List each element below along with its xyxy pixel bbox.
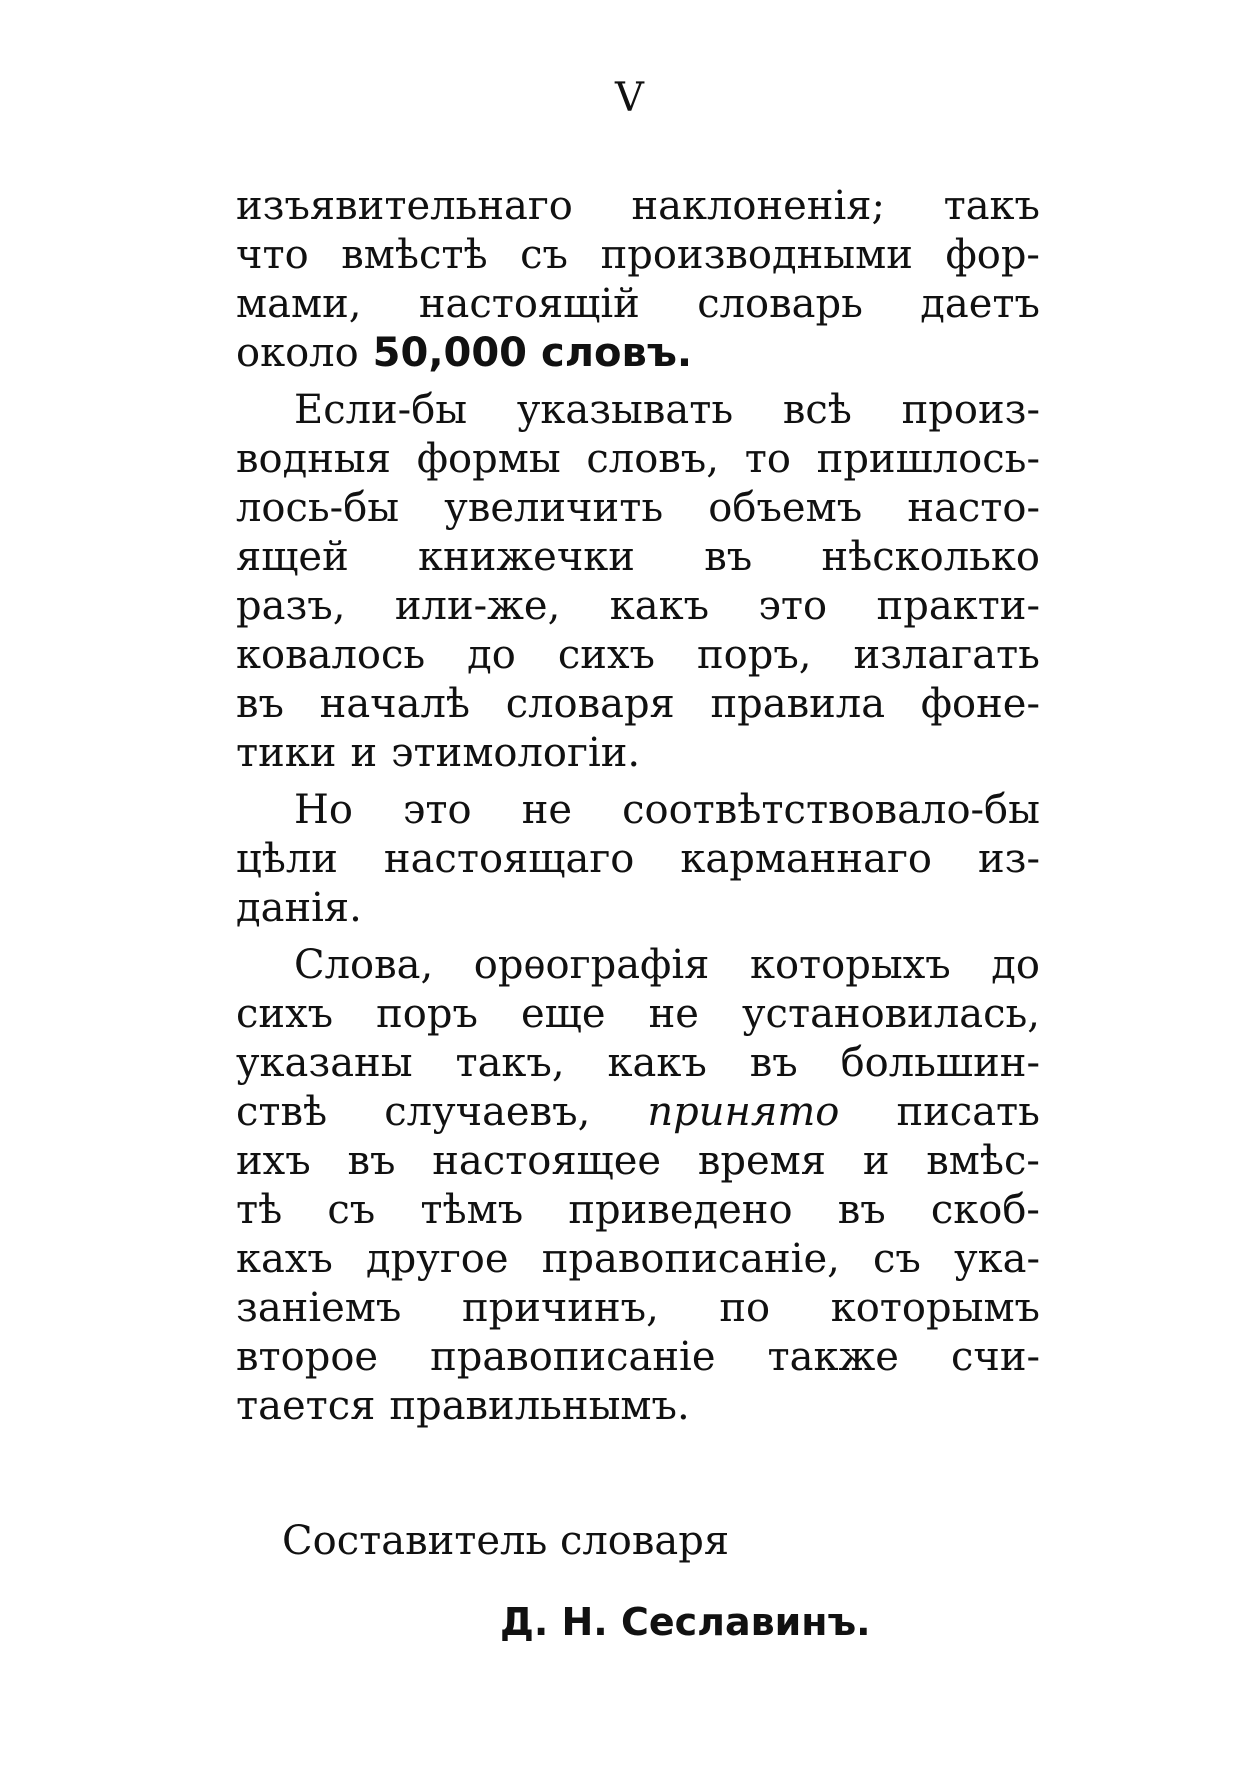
paragraph-2 <box>236 386 1040 778</box>
word: второе <box>236 1334 379 1380</box>
word: словъ, <box>586 436 719 482</box>
word: въ <box>236 681 284 727</box>
text-line <box>236 386 1040 435</box>
paragraph-4 <box>236 941 1040 1431</box>
page-number: V <box>615 75 644 121</box>
word: увеличить <box>444 485 664 531</box>
word: ихъ <box>236 1138 311 1184</box>
word: и <box>862 1138 890 1184</box>
word: до <box>467 632 516 678</box>
word: Слова, <box>294 942 434 988</box>
word: заніемъ <box>236 1285 402 1331</box>
word: съ <box>873 1236 921 1282</box>
word: разъ, <box>236 583 346 629</box>
word: въ <box>749 1040 798 1086</box>
word: такъ, <box>455 1040 565 1086</box>
text-line <box>236 231 1040 280</box>
word: фоне- <box>920 681 1040 727</box>
word: это <box>758 583 828 629</box>
word: установилась, <box>742 991 1040 1037</box>
text-line <box>236 182 1040 231</box>
word: правописаніе, <box>541 1236 840 1282</box>
word: которыхъ <box>749 942 951 988</box>
word: правильнымъ. <box>389 1383 690 1429</box>
word: въ <box>704 534 753 580</box>
signature-role: Составитель словаря <box>282 1518 730 1564</box>
word: настоящій <box>418 281 640 327</box>
word: пришлось- <box>816 436 1040 482</box>
word: излагать <box>853 632 1040 678</box>
text-line <box>236 1088 1040 1137</box>
word: поръ <box>376 991 478 1037</box>
word: кахъ <box>236 1236 333 1282</box>
word: тается <box>236 1383 376 1429</box>
word: не <box>648 991 699 1037</box>
word: тѣмъ <box>420 1187 524 1233</box>
word: указывать <box>516 387 734 433</box>
word: такъ <box>943 183 1040 229</box>
word: сихъ <box>557 632 655 678</box>
word: словъ. <box>541 330 693 376</box>
word: большин- <box>840 1040 1040 1086</box>
word: причинъ, <box>461 1285 659 1331</box>
word: цѣли <box>236 836 338 882</box>
word: какъ <box>607 1040 707 1086</box>
text-line <box>236 1039 1040 1088</box>
word: ящей <box>236 534 349 580</box>
word: по <box>719 1285 771 1331</box>
word: производными <box>600 232 913 278</box>
signature-name: Д. Н. Сеславинъ. <box>500 1600 871 1644</box>
text-line <box>236 786 1040 835</box>
text-line <box>236 631 1040 680</box>
word: насто- <box>907 485 1040 531</box>
paragraph-3 <box>236 786 1040 933</box>
word: то <box>744 436 791 482</box>
word: ука- <box>954 1236 1040 1282</box>
word: поръ, <box>696 632 812 678</box>
word: словаря <box>505 681 675 727</box>
word: началѣ <box>319 681 470 727</box>
word: случаевъ, <box>384 1089 591 1135</box>
word: время <box>697 1138 827 1184</box>
word: фор- <box>945 232 1040 278</box>
word: из- <box>977 836 1040 882</box>
word: скоб- <box>930 1187 1040 1233</box>
text-line <box>236 680 1040 729</box>
word: до <box>991 942 1040 988</box>
word: другое <box>366 1236 509 1282</box>
word: ствѣ <box>236 1089 328 1135</box>
word: и <box>350 730 378 776</box>
word: счи- <box>950 1334 1040 1380</box>
word: что <box>236 232 309 278</box>
word: изъявительнаго <box>236 183 573 229</box>
text-line <box>236 329 1040 378</box>
word: словарь <box>697 281 863 327</box>
text-line <box>236 582 1040 631</box>
text-line <box>236 1382 1040 1431</box>
word: или-же, <box>394 583 561 629</box>
word: книжечки <box>418 534 635 580</box>
text-line <box>236 941 1040 990</box>
word: наклоненія; <box>631 183 885 229</box>
word: карманнаго <box>680 836 932 882</box>
word: писать <box>896 1089 1040 1135</box>
word: Но <box>294 787 353 833</box>
text-line <box>236 1235 1040 1284</box>
word: сихъ <box>236 991 334 1037</box>
text-line <box>236 729 1040 778</box>
word: практи- <box>876 583 1040 629</box>
word: всѣ <box>782 387 852 433</box>
text-line <box>236 1284 1040 1333</box>
word: данія. <box>236 885 362 931</box>
text-line <box>236 835 1040 884</box>
word: орѳографія <box>473 942 710 988</box>
word: настоящее <box>432 1138 662 1184</box>
word: также <box>767 1334 899 1380</box>
word: тѣ <box>236 1187 283 1233</box>
word: какъ <box>609 583 710 629</box>
word: приведено <box>568 1187 793 1233</box>
text-line <box>236 435 1040 484</box>
body-text <box>236 182 1040 1431</box>
text-line <box>236 884 1040 933</box>
word: тики <box>236 730 337 776</box>
word: этимологіи. <box>391 730 641 776</box>
text-line <box>236 1333 1040 1382</box>
word: съ <box>327 1187 376 1233</box>
word: правила <box>710 681 886 727</box>
word: мами, <box>236 281 362 327</box>
word: водныя <box>236 436 391 482</box>
text-line <box>236 1137 1040 1186</box>
word: формы <box>416 436 561 482</box>
text-line <box>236 1186 1040 1235</box>
word: настоящаго <box>383 836 635 882</box>
word: произ- <box>901 387 1040 433</box>
word: около <box>236 330 359 376</box>
text-line <box>236 280 1040 329</box>
word: лось-бы <box>236 485 400 531</box>
word: въ <box>347 1138 396 1184</box>
word: которымъ <box>830 1285 1040 1331</box>
word: соотвѣтствовало-бы <box>622 787 1040 833</box>
word: указаны <box>236 1040 413 1086</box>
paragraph-1 <box>236 182 1040 378</box>
text-line <box>236 533 1040 582</box>
word: вмѣс- <box>926 1138 1040 1184</box>
word: Если-бы <box>294 387 468 433</box>
word-count-number: 50,000 <box>372 330 528 376</box>
word: съ <box>520 232 569 278</box>
word: объемъ <box>708 485 863 531</box>
word: не <box>521 787 573 833</box>
word: это <box>403 787 472 833</box>
word: правописаніе <box>430 1334 716 1380</box>
word: въ <box>837 1187 886 1233</box>
word: нѣсколько <box>821 534 1040 580</box>
text-line <box>236 990 1040 1039</box>
word: вмѣстѣ <box>341 232 488 278</box>
word: еще <box>521 991 606 1037</box>
text-line <box>236 484 1040 533</box>
italic-emphasis: принято <box>647 1089 840 1135</box>
word: даетъ <box>920 281 1040 327</box>
word: ковалось <box>236 632 426 678</box>
